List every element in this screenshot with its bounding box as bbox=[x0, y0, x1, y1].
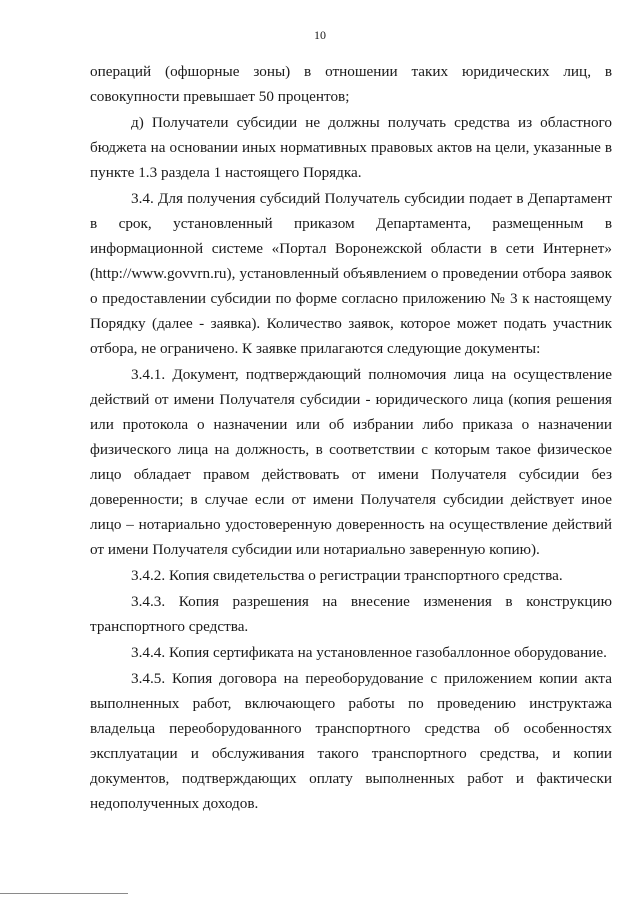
text-line: совокупности превышает 50 процентов; bbox=[90, 88, 350, 105]
text-line: владельца переоборудованного транспортного средства об особенностях bbox=[90, 720, 612, 737]
document-body bbox=[90, 59, 612, 816]
text-line: операций (офшорные зоны) в отношении таких юридических лиц, в bbox=[90, 63, 612, 80]
page-number: 10 bbox=[314, 28, 326, 42]
text-line: Порядку (далее - заявка). Количество заявок, которое может подать участник bbox=[90, 315, 612, 332]
text-line: (http://www.govvrn.ru), установленный объявлением о проведении отбора заявок bbox=[90, 265, 612, 282]
text-line: или протокола о назначении или об избрании либо приказа о назначении bbox=[90, 416, 612, 433]
text-line: документов, подтверждающих оплату выполненных работ и фактически bbox=[90, 770, 612, 787]
text-line: в срок, установленный приказом Департамента, размещенным в bbox=[90, 215, 612, 232]
text-line: пункте 1.3 раздела 1 настоящего Порядка. bbox=[90, 164, 362, 181]
text-line: от имени Получателя субсидии или нотариально заверенную копию). bbox=[90, 541, 540, 558]
footnote-divider bbox=[0, 893, 128, 894]
text-line: 3.4. Для получения субсидий Получатель субсидии подает в Департамент bbox=[131, 190, 612, 207]
text-line: выполненных работ, включающего работы по проведению инструктажа bbox=[90, 695, 612, 712]
text-line: о предоставлении субсидии по форме согласно приложению № 3 к настоящему bbox=[90, 290, 612, 307]
text-line: отбора, не ограничено. К заявке прилагаются следующие документы: bbox=[90, 340, 541, 357]
text-line: 3.4.2. Копия свидетельства о регистрации транспортного средства. bbox=[131, 567, 563, 584]
text-line: доверенности; в случае если от имени Получателя субсидии действует иное bbox=[90, 491, 612, 508]
text-line: информационной системе «Портал Воронежской области в сети Интернет» bbox=[90, 240, 612, 257]
text-line: 3.4.3. Копия разрешения на внесение изменения в конструкцию bbox=[131, 593, 612, 610]
text-line: 3.4.1. Документ, подтверждающий полномочия лица на осуществление bbox=[131, 366, 612, 383]
text-line: бюджета на основании иных нормативных правовых актов на цели, указанные в bbox=[90, 139, 612, 156]
text-line: 3.4.4. Копия сертификата на установленное газобаллонное оборудование. bbox=[131, 644, 607, 661]
text-line: эксплуатации и обслуживания такого транспортного средства, и копии bbox=[90, 745, 612, 762]
text-line: физического лица на должность, в соответствии с которым такое физическое bbox=[90, 441, 612, 458]
text-line: транспортного средства. bbox=[90, 618, 249, 635]
text-line: 3.4.5. Копия договора на переоборудование с приложением копии акта bbox=[131, 670, 612, 687]
text-line: д) Получатели субсидии не должны получать средства из областного bbox=[131, 114, 612, 131]
text-line: недополученных доходов. bbox=[90, 795, 259, 812]
text-line: действий от имени Получателя субсидии - юридического лица (копия решения bbox=[90, 391, 612, 408]
text-line: лицо – нотариально удостоверенную доверенность на осуществление действий bbox=[90, 516, 612, 533]
text-line: лицо обладает правом действовать от имени Получателя субсидии без bbox=[90, 466, 612, 483]
